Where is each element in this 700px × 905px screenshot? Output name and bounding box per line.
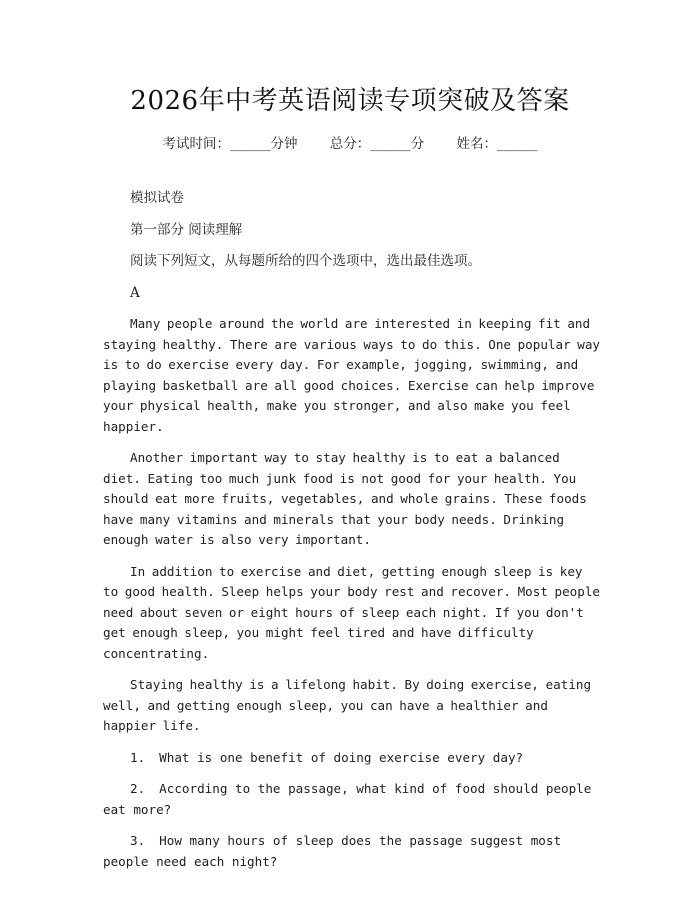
paragraph: Staying healthy is a lifelong habit. By doing exercise, eating well, and getting enough sleep, you can have a healthier and happier life. xyxy=(103,677,592,733)
question-text: How many hours of sleep does the passage suggest most people need each night? xyxy=(103,833,562,869)
question xyxy=(103,831,603,872)
paragraph: Many people around the world are interested in keeping fit and staying healthy. There are various ways to do this. One popular way is to do exercise every day. For example, jogging, swimming, and playing basketball are all good choices. Exercise can help improve your physical health, make you stronger, and also make you feel happier. xyxy=(103,316,600,434)
question-number: 3. xyxy=(130,833,146,848)
exam-score: 总分：______分 xyxy=(329,136,425,152)
question-number: 1. xyxy=(130,749,146,765)
exam-name: 姓名：______ xyxy=(456,136,538,152)
section-header: 模拟试卷 xyxy=(130,190,184,206)
part-title: 第一部分 阅读理解 xyxy=(130,221,243,238)
instructions: 阅读下列短文，从每题所给的四个选项中，选出最佳选项。 xyxy=(130,253,481,269)
paragraph: In addition to exercise and diet, getting enough sleep is key to good health. Sleep helps your body rest and recover. Most people need about seven or eight hours of sleep each night. If you don't get enough sleep, you might feel tired and have difficulty concentrating. xyxy=(103,563,600,661)
question-text: According to the passage, what kind of food should people eat more? xyxy=(103,781,592,817)
passage-label: A xyxy=(130,284,140,301)
exam-time: 考试时间：______分钟 xyxy=(162,136,298,152)
paragraph: Another important way to stay healthy is to eat a balanced diet. Eating too much junk food is not good for your health. You should eat more fruits, vegetables, and whole grains. These foods have many vitamins and minerals that your body needs. Drinking enough water is also very important. xyxy=(103,450,587,547)
document-body xyxy=(103,188,603,883)
question-text: What is one benefit of doing exercise every day? xyxy=(159,749,524,765)
exam-info xyxy=(0,132,700,152)
question xyxy=(103,748,603,769)
question-number: 2. xyxy=(130,781,146,796)
question xyxy=(103,779,603,820)
document-title: 2026年中考英语阅读专项突破及答案 xyxy=(130,86,570,116)
